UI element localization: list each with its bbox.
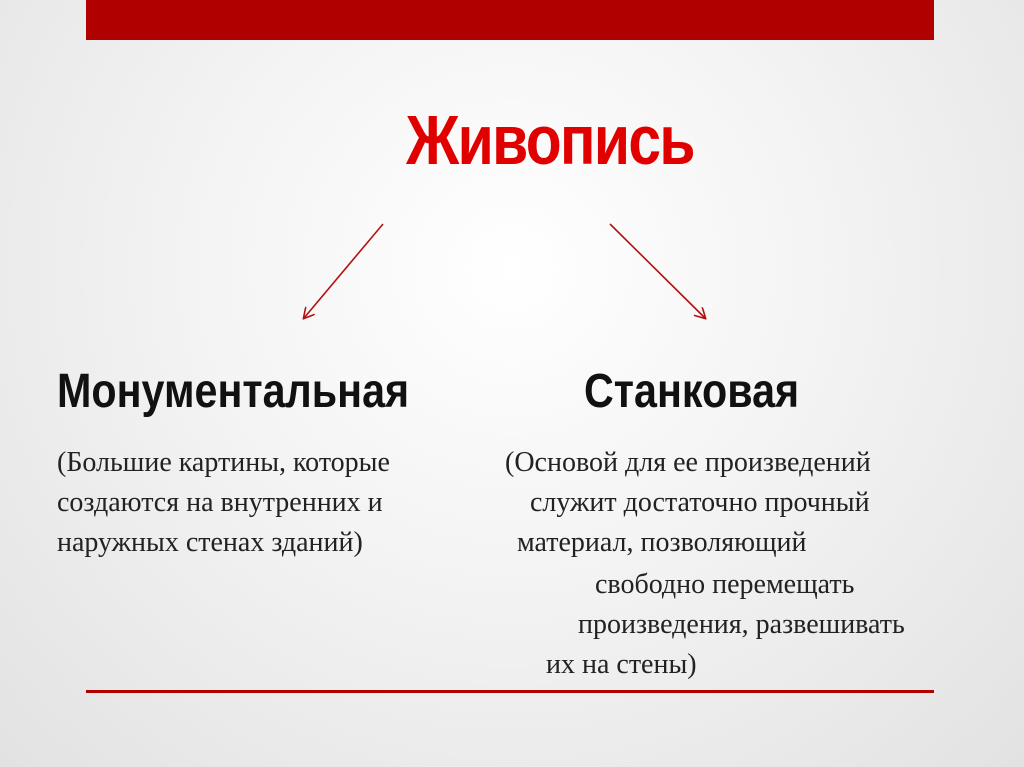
bottom-accent-line <box>86 690 934 693</box>
easel-desc-line-3: материал, позволяющий <box>517 527 807 558</box>
arrow-right <box>610 224 705 318</box>
monumental-desc-line-2: создаются на внутренних и <box>57 487 383 518</box>
easel-desc-line-2: служит достаточно прочный <box>530 487 870 518</box>
easel-desc-line-1: (Основой для ее произведений <box>505 447 871 478</box>
easel-desc-line-4: свободно перемещать <box>595 569 855 600</box>
easel-desc-line-5: произведения, развешивать <box>578 609 905 640</box>
easel-desc-line-6: их на стены) <box>546 649 697 680</box>
arrow-left <box>304 224 383 318</box>
monumental-desc-line-3: наружных стенах зданий) <box>57 527 363 558</box>
heading-easel: Станковая <box>584 365 800 418</box>
slide-title: Живопись <box>406 101 694 179</box>
monumental-desc-line-1: (Большие картины, которые <box>57 447 390 478</box>
heading-monumental: Монументальная <box>57 365 410 418</box>
